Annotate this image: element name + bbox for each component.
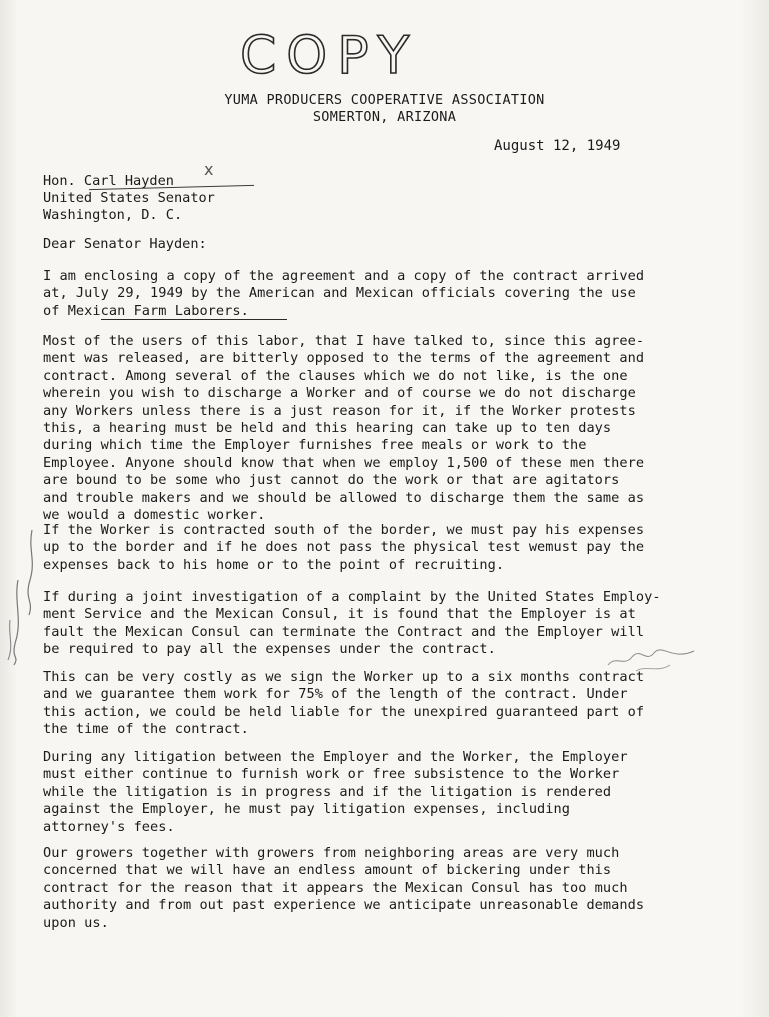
salutation: Dear Senator Hayden: [43, 236, 207, 252]
paragraph-7: Our growers together with growers from neighboring areas are very much concerned that we will have an endless amount of bickering under this contract for the reason that it appears the Mexican Consul has too much authority and from out past experience we anticipate unreasonable demands upon us. [43, 845, 645, 931]
letter-date: August 12, 1949 [494, 138, 621, 154]
letterhead-city: SOMERTON, ARIZONA [312, 109, 457, 125]
recipient-name: Hon. Carl Hayden [43, 173, 174, 189]
margin-handwriting [2, 520, 62, 670]
pencil-check-mark: x [204, 160, 214, 179]
paragraph-1: I am enclosing a copy of the agreement and a copy of the contract arrived at, July 29, 1949 by the American and Mexican officials covering the use of Mexican Farm Laborers. [43, 268, 645, 319]
paragraph-3: If the Worker is contracted south of the border, we must pay his expenses up to the border and if he does not pass the physical test wemust pay the expenses back to his home or to the point of recruiting. [43, 522, 645, 573]
paragraph-4: If during a joint investigation of a complaint by the United States Employ- ment Service and the Mexican Consul, it is found that the Employer is at fault the Mexican Consul can terminate the Contract and the Employer will be required to pay all the expenses under the contract. [43, 589, 661, 658]
paragraph-2: Most of the users of this labor, that I have talked to, since this agree- ment was released, are bitterly opposed to the terms of the agreement and contract. Among several of the clauses which we do not like, is the one wherein you wish to discharge a Worker and of course we do not discharge any Workers unless there is a just reason for it, if the Worker protests this, a hearing must be held and this hearing can take up to ten days during which time the Employer furnishes free meals or work to the Employee. Anyone should know that when we employ 1,500 of these men there are bound to be some who just cannot do the work or that are agitators and trouble makers and we should be allowed to discharge them the same as we would a domestic worker. [43, 333, 645, 524]
paragraph-5: This can be very costly as we sign the Worker up to a six months contract and we guarantee them work for 75% of the length of the contract. Under this action, we could be held liable for the unexpired guaranteed part of the time of the contract. [43, 669, 645, 738]
farm-laborers-underline [101, 319, 287, 320]
recipient-title: United States Senator [43, 190, 215, 206]
recipient-city: Washington, D. C. [43, 207, 183, 223]
letterhead-org: YUMA PRODUCERS COOPERATIVE ASSOCIATION [224, 92, 545, 108]
side-handwriting [606, 645, 696, 675]
copy-stamp: COPY [240, 26, 420, 86]
paragraph-6: During any litigation between the Employer and the Worker, the Employer must either continue to furnish work or free subsistence to the Worker while the litigation is in progress and if the litigation is rendered against the Employer, he must pay litigation expenses, including attorney's fees. [43, 749, 628, 835]
